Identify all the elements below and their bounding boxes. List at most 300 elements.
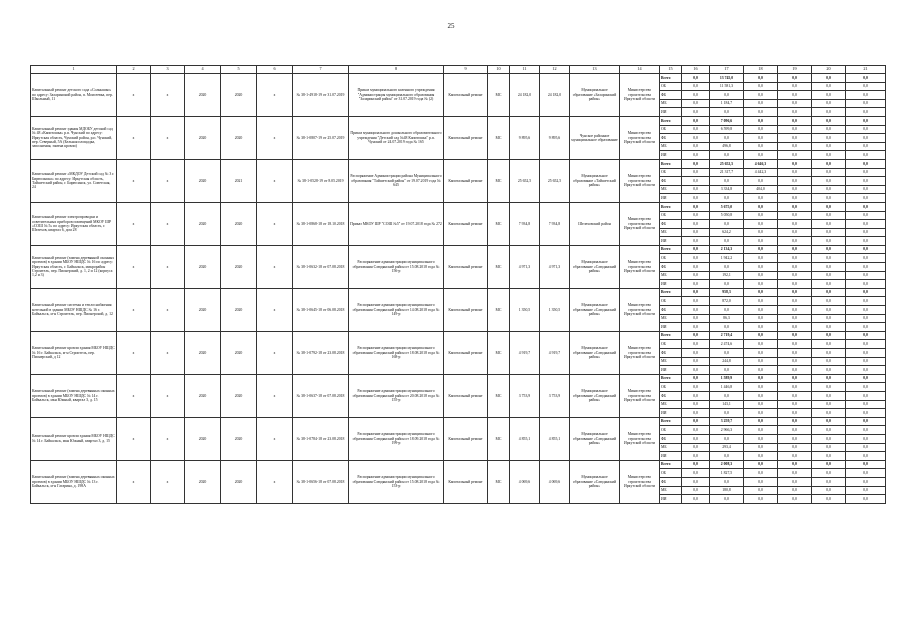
amount-cell: 0,0 — [846, 177, 886, 186]
amount-cell: 0,0 — [812, 151, 846, 160]
amount-cell: 0,0 — [812, 91, 846, 100]
amount-cell: 0,0 — [812, 185, 846, 194]
amount-cell: 0,0 — [682, 271, 710, 280]
amount-cell: 0,0 — [778, 391, 812, 400]
funding-source-cell: ИИ — [660, 366, 682, 375]
funding-source-cell: МБ — [660, 357, 682, 366]
amount-cell: 2 008,3 — [710, 460, 744, 469]
amount-cell: 0,0 — [812, 434, 846, 443]
amount-cell: 0,0 — [710, 409, 744, 418]
decision-doc-cell: Распоряжение администрации муниципального образования Слюдянский район от 18.08.2018 года № 168-р — [349, 331, 444, 374]
amount-cell: 0,0 — [846, 391, 886, 400]
amount-cell: 0,0 — [778, 228, 812, 237]
amount-cell: 0,0 — [744, 220, 778, 229]
amount-cell: 0,0 — [846, 383, 886, 392]
funding-source-cell: МБ — [660, 185, 682, 194]
amount-cell: 1 446,8 — [710, 383, 744, 392]
record-cell-c3: х — [151, 74, 185, 117]
expertise-cell: № 38-1-0637-18 от 07.08.2018 — [293, 374, 349, 417]
table-row — [31, 288, 886, 297]
amount-cell: 0,0 — [682, 443, 710, 452]
amount-cell: 0,0 — [846, 400, 886, 409]
record-cell-c3: х — [151, 288, 185, 331]
funding-source-cell: ФБ — [660, 177, 682, 186]
col-header: 9 — [444, 66, 488, 74]
amount-cell: 0,0 — [744, 194, 778, 203]
municipality-cell: Муниципальное образование «Слюдянский район» — [570, 331, 620, 374]
record-cell-c2: х — [117, 202, 151, 245]
amount-cell: 0,0 — [778, 366, 812, 375]
amount-cell: 0,0 — [682, 383, 710, 392]
work-type-cell: Капитальный ремонт — [444, 74, 488, 117]
table-row — [31, 417, 886, 426]
amount-cell: 0,0 — [744, 340, 778, 349]
amount-cell: 0,0 — [812, 366, 846, 375]
record-cell-c3: х — [151, 417, 185, 460]
amount-cell: 293,4 — [710, 443, 744, 452]
amount-cell: 0,0 — [846, 306, 886, 315]
amount-cell: 0,0 — [682, 374, 710, 383]
amount-cell: 7 096,6 — [710, 116, 744, 125]
record-cell-c2: х — [117, 417, 151, 460]
unit-cell: МС — [488, 245, 510, 288]
amount-cell: 0,0 — [744, 460, 778, 469]
funding-source-cell: Всего — [660, 460, 682, 469]
amount-cell: 0,0 — [710, 220, 744, 229]
record-cell-c2: х — [117, 159, 151, 202]
amount-cell: 0,0 — [778, 202, 812, 211]
record-cell-c4: 2020 — [185, 417, 221, 460]
amount-cell: 0,0 — [744, 417, 778, 426]
amount-cell: 25 652,5 — [710, 159, 744, 168]
col-header: 2 — [117, 66, 151, 74]
amount-cell: 0,0 — [744, 366, 778, 375]
ministry-cell: Министерство строительства Иркутской области — [620, 159, 660, 202]
remaining-cost-cell: 4 971,3 — [540, 245, 570, 288]
amount-cell: 0,0 — [846, 486, 886, 495]
amount-cell: 0,0 — [682, 288, 710, 297]
amount-cell: 0,0 — [744, 495, 778, 504]
amount-cell: 0,0 — [682, 486, 710, 495]
amount-cell: 0,0 — [682, 220, 710, 229]
amount-cell: 0,0 — [846, 237, 886, 246]
amount-cell: 0,0 — [812, 168, 846, 177]
unit-cell: МС — [488, 116, 510, 159]
decision-doc-cell: Приказ МКОУ ШР "СОШ №5" от 19.07.2018 года № 272 — [349, 202, 444, 245]
table-row — [31, 460, 886, 469]
decision-doc-cell: Распоряжение администрации муниципального образования Слюдянский район от 20.08.2018 года № 155-р — [349, 374, 444, 417]
amount-cell: 0,0 — [744, 142, 778, 151]
funding-source-cell: ИИ — [660, 194, 682, 203]
estimated-cost-cell: 4 069,6 — [510, 460, 540, 503]
amount-cell: 0,0 — [744, 323, 778, 332]
amount-cell: 3 259,7 — [710, 417, 744, 426]
col-header: 19 — [778, 66, 812, 74]
table-body — [31, 74, 886, 504]
amount-cell: 0,0 — [744, 426, 778, 435]
amount-cell: 0,0 — [778, 477, 812, 486]
amount-cell: 0,0 — [744, 280, 778, 289]
amount-cell: 0,0 — [778, 452, 812, 461]
record-cell-c5: 2021 — [221, 159, 257, 202]
funding-source-cell: Всего — [660, 116, 682, 125]
funding-source-cell: ФБ — [660, 306, 682, 315]
amount-cell: 0,0 — [744, 443, 778, 452]
amount-cell: 0,0 — [682, 495, 710, 504]
amount-cell: 0,0 — [846, 417, 886, 426]
unit-cell: МС — [488, 331, 510, 374]
amount-cell: 0,0 — [778, 288, 812, 297]
amount-cell: 0,0 — [812, 280, 846, 289]
object-name-cell: Капитальный ремонт (замена деревянной оконных проемов) в здании МБОУ НШДС № 16 по адресу: Иркутская область, г. Байкальск, микрорайон Строитель, пер. Пионерский, д. 1, 2 и 12 (корпуса 1,2 и 3) — [31, 245, 117, 288]
record-cell-c4: 2020 — [185, 202, 221, 245]
funding-source-cell: ФБ — [660, 134, 682, 143]
amount-cell: 0,0 — [710, 237, 744, 246]
col-header: 6 — [257, 66, 293, 74]
amount-cell: 0,0 — [682, 391, 710, 400]
amount-cell: 0,0 — [846, 116, 886, 125]
funding-source-cell: ФБ — [660, 91, 682, 100]
amount-cell: 0,0 — [812, 314, 846, 323]
funding-source-cell: МБ — [660, 228, 682, 237]
record-cell-c4: 2020 — [185, 288, 221, 331]
amount-cell: 0,0 — [812, 237, 846, 246]
amount-cell: 0,0 — [812, 331, 846, 340]
ministry-cell: Министерство строительства Иркутской области — [620, 202, 660, 245]
amount-cell: 0,0 — [744, 391, 778, 400]
work-type-cell: Капитальный ремонт — [444, 116, 488, 159]
amount-cell: 0,0 — [846, 228, 886, 237]
amount-cell: 0,0 — [682, 99, 710, 108]
amount-cell: 0,0 — [846, 495, 886, 504]
decision-doc-cell: Распоряжение администрации муниципального образования Слюдянский район от 15.08.2018 года № 156-р — [349, 245, 444, 288]
amount-cell: 0,0 — [744, 400, 778, 409]
amount-cell: 0,0 — [682, 460, 710, 469]
object-name-cell: Капитальный ремонт (замена деревянных оконных проемов) в здании МБОУ НШДС № 14 г. Байкальск, мкн Южный, квартал 3, д. 15 — [31, 374, 117, 417]
amount-cell: 0,0 — [682, 202, 710, 211]
amount-cell: 0,0 — [812, 263, 846, 272]
amount-cell: 0,0 — [778, 159, 812, 168]
amount-cell: 0,0 — [846, 443, 886, 452]
funding-source-cell: ФБ — [660, 349, 682, 358]
ministry-cell: Министерство строительства Иркутской области — [620, 288, 660, 331]
funding-source-cell: ФБ — [660, 220, 682, 229]
expertise-cell: № 38-1-4918-19 от 31.07.2019 — [293, 74, 349, 117]
ministry-cell: Министерство строительства Иркутской области — [620, 331, 660, 374]
amount-cell: 0,0 — [846, 349, 886, 358]
amount-cell: 0,0 — [778, 280, 812, 289]
amount-cell: 0,0 — [744, 383, 778, 392]
remaining-cost-cell: 25 652,5 — [540, 159, 570, 202]
record-cell-c2: х — [117, 460, 151, 503]
amount-cell: 4 646,3 — [744, 159, 778, 168]
amount-cell: 0,0 — [778, 142, 812, 151]
record-cell-c2: х — [117, 288, 151, 331]
work-type-cell: Капитальный ремонт — [444, 288, 488, 331]
amount-cell: 0,0 — [778, 177, 812, 186]
amount-cell: 0,0 — [812, 340, 846, 349]
col-header: 14 — [620, 66, 660, 74]
amount-cell: 0,0 — [778, 263, 812, 272]
amount-cell: 0,0 — [812, 323, 846, 332]
amount-cell: 86,3 — [710, 314, 744, 323]
amount-cell: 0,0 — [682, 116, 710, 125]
amount-cell: 0,0 — [778, 400, 812, 409]
record-cell-c5: 2020 — [221, 202, 257, 245]
amount-cell: 6 599,8 — [710, 125, 744, 134]
record-cell-c6: х — [257, 374, 293, 417]
record-cell-c4: 2020 — [185, 116, 221, 159]
funding-source-cell: ФБ — [660, 391, 682, 400]
amount-cell: 0,0 — [812, 254, 846, 263]
amount-cell: 0,0 — [846, 280, 886, 289]
record-cell-c6: х — [257, 116, 293, 159]
amount-cell: 0,0 — [846, 477, 886, 486]
table-row — [31, 331, 886, 340]
amount-cell: 0,0 — [744, 116, 778, 125]
amount-cell: 0,0 — [846, 134, 886, 143]
funding-source-cell: ФБ — [660, 434, 682, 443]
funding-source-cell: Всего — [660, 374, 682, 383]
table-row — [31, 116, 886, 125]
amount-cell: 0,0 — [846, 426, 886, 435]
amount-cell: 0,0 — [682, 314, 710, 323]
amount-cell: 0,0 — [812, 486, 846, 495]
amount-cell: 0,0 — [682, 263, 710, 272]
amount-cell: 2 134,3 — [710, 245, 744, 254]
funding-source-cell: МБ — [660, 400, 682, 409]
decision-doc-cell: Распоряжение администрации муниципального образования Слюдянский район от 14.08.2018 года № 149-р — [349, 288, 444, 331]
record-cell-c4: 2020 — [185, 159, 221, 202]
record-cell-c3: х — [151, 374, 185, 417]
unit-cell: МС — [488, 460, 510, 503]
decision-doc-cell: Приказ муниципального дошкольного образовательного учреждения "Детский сад №48 Капитошка" р.п. Чунский от 24.07.2019 года № 165 — [349, 116, 444, 159]
col-header: 11 — [510, 66, 540, 74]
amount-cell: 496,8 — [710, 142, 744, 151]
amount-cell: 0,0 — [682, 357, 710, 366]
amount-cell: 0,0 — [812, 108, 846, 117]
amount-cell: 0,0 — [778, 237, 812, 246]
funding-source-cell: ФБ — [660, 477, 682, 486]
amount-cell: 0,0 — [778, 99, 812, 108]
amount-cell: 0,0 — [812, 82, 846, 91]
record-cell-c4: 2020 — [185, 74, 221, 117]
amount-cell: 0,0 — [710, 349, 744, 358]
decision-doc-cell: Распоряжение администрации муниципального образования Слюдянский район от 15.08.2018 года № 153-р — [349, 460, 444, 503]
amount-cell: 21 317,7 — [710, 168, 744, 177]
amount-cell: 0,0 — [682, 366, 710, 375]
amount-cell: 0,0 — [846, 323, 886, 332]
amount-cell: 0,0 — [682, 254, 710, 263]
expertise-cell: № 38-1-0645-18 от 06.08.2018 — [293, 288, 349, 331]
amount-cell: 0,0 — [846, 271, 886, 280]
amount-cell: 192,1 — [710, 271, 744, 280]
col-header: 1 — [31, 66, 117, 74]
funding-source-cell: МБ — [660, 142, 682, 151]
amount-cell: 0,0 — [682, 151, 710, 160]
amount-cell: 0,0 — [812, 357, 846, 366]
remaining-cost-cell: 7 934,8 — [540, 202, 570, 245]
amount-cell: 0,0 — [778, 314, 812, 323]
unit-cell: МС — [488, 288, 510, 331]
col-header: 17 — [710, 66, 744, 74]
amount-cell: 180,8 — [710, 486, 744, 495]
expertise-cell: № 38-1-0792-18 от 23.08.2018 — [293, 331, 349, 374]
ministry-cell: Министерство строительства Иркутской области — [620, 460, 660, 503]
remaining-cost-cell: 3 753,9 — [540, 374, 570, 417]
amount-cell: 1 589,9 — [710, 374, 744, 383]
amount-cell: 0,0 — [846, 469, 886, 478]
amount-cell: 0,0 — [812, 417, 846, 426]
amount-cell: 0,0 — [846, 366, 886, 375]
amount-cell: 0,0 — [744, 409, 778, 418]
amount-cell: 0,0 — [846, 263, 886, 272]
amount-cell: 0,0 — [744, 297, 778, 306]
column-number-row — [31, 66, 886, 74]
amount-cell: 0,0 — [812, 460, 846, 469]
funding-source-cell: ИИ — [660, 151, 682, 160]
funding-source-cell: ОБ — [660, 254, 682, 263]
remaining-cost-cell: 24 182,0 — [540, 74, 570, 117]
amount-cell: 0,0 — [682, 434, 710, 443]
amount-cell: 0,0 — [744, 254, 778, 263]
funding-source-cell: ОБ — [660, 426, 682, 435]
funding-source-cell: ИИ — [660, 495, 682, 504]
col-header: 21 — [846, 66, 886, 74]
amount-cell: 0,0 — [812, 177, 846, 186]
amount-cell: 0,0 — [812, 211, 846, 220]
amount-cell: 3 334,8 — [710, 185, 744, 194]
amount-cell: 0,0 — [846, 331, 886, 340]
amount-cell: 0,0 — [682, 323, 710, 332]
amount-cell: 0,0 — [812, 142, 846, 151]
amount-cell: 0,0 — [744, 202, 778, 211]
amount-cell: 0,0 — [812, 134, 846, 143]
record-cell-c5: 2020 — [221, 288, 257, 331]
amount-cell: 0,0 — [846, 159, 886, 168]
amount-cell: 0,0 — [846, 434, 886, 443]
record-cell-c2: х — [117, 74, 151, 117]
amount-cell: 0,0 — [682, 477, 710, 486]
funding-source-cell: ИИ — [660, 323, 682, 332]
col-header: 16 — [682, 66, 710, 74]
amount-cell: 0,0 — [846, 202, 886, 211]
record-cell-c6: х — [257, 74, 293, 117]
unit-cell: МС — [488, 202, 510, 245]
amount-cell: 0,0 — [710, 177, 744, 186]
funding-source-cell: ИИ — [660, 108, 682, 117]
amount-cell: 0,0 — [846, 452, 886, 461]
estimated-cost-cell: 3 753,9 — [510, 374, 540, 417]
amount-cell: 0,0 — [744, 134, 778, 143]
amount-cell: 0,0 — [778, 254, 812, 263]
amount-cell: 0,0 — [778, 108, 812, 117]
work-type-cell: Капитальный ремонт — [444, 417, 488, 460]
ministry-cell: Министерство строительства Иркутской области — [620, 245, 660, 288]
work-type-cell: Капитальный ремонт — [444, 331, 488, 374]
decision-doc-cell: Распоряжение Администрации района Муниципального образования "Тайшетский район" от 19.07.2019 года № 645 — [349, 159, 444, 202]
amount-cell: 0,0 — [744, 82, 778, 91]
record-cell-c3: х — [151, 159, 185, 202]
amount-cell: 0,0 — [778, 194, 812, 203]
municipality-cell: Муниципальное образование «Слюдянский район» — [570, 460, 620, 503]
amount-cell: 0,0 — [744, 211, 778, 220]
amount-cell: 0,0 — [812, 469, 846, 478]
object-name-cell: Капитальный ремонт кровли здания МБОУ НШДС № 16 г. Байкальск, м-н Строитель, пер. Пионерский, д 12 — [31, 331, 117, 374]
amount-cell: 0,0 — [812, 99, 846, 108]
work-type-cell: Капитальный ремонт — [444, 159, 488, 202]
amount-cell: 2 474,6 — [710, 340, 744, 349]
amount-cell: 0,0 — [682, 306, 710, 315]
remaining-cost-cell: 4 855,1 — [540, 417, 570, 460]
object-name-cell: Капитальный ремонт системы и теплоснабжения котельной в здании МБОУ НШДС № 16 г. Байкальск, м-н Строитель, пер. Пионерский, д. 12 — [31, 288, 117, 331]
amount-cell: 0,0 — [778, 340, 812, 349]
col-header: 20 — [812, 66, 846, 74]
unit-cell: МС — [488, 374, 510, 417]
amount-cell: 0,0 — [812, 245, 846, 254]
amount-cell: 0,0 — [682, 237, 710, 246]
amount-cell: 0,0 — [778, 220, 812, 229]
estimated-cost-cell: 7 934,8 — [510, 202, 540, 245]
municipality-cell: Муниципальное образование «Слюдянский район» — [570, 288, 620, 331]
amount-cell: 0,0 — [710, 323, 744, 332]
col-header: 13 — [570, 66, 620, 74]
municipality-cell: Муниципальное образование «Слюдянский район» — [570, 245, 620, 288]
amount-cell: 0,0 — [744, 357, 778, 366]
funding-source-cell: МБ — [660, 99, 682, 108]
funding-source-cell: ИИ — [660, 409, 682, 418]
amount-cell: 0,0 — [812, 409, 846, 418]
table-row — [31, 159, 886, 168]
amount-cell: 0,0 — [682, 177, 710, 186]
col-header: 7 — [293, 66, 349, 74]
amount-cell: 0,0 — [778, 297, 812, 306]
amount-cell: 0,0 — [846, 288, 886, 297]
amount-cell: 0,0 — [778, 306, 812, 315]
col-header: 18 — [744, 66, 778, 74]
amount-cell: 0,0 — [778, 349, 812, 358]
amount-cell: 0,0 — [682, 349, 710, 358]
amount-cell: 0,0 — [846, 168, 886, 177]
amount-cell: 0,0 — [846, 254, 886, 263]
col-header: 12 — [540, 66, 570, 74]
estimated-cost-cell: 24 182,0 — [510, 74, 540, 117]
amount-cell: 0,0 — [744, 349, 778, 358]
funding-source-cell: ОБ — [660, 82, 682, 91]
amount-cell: 0,0 — [812, 391, 846, 400]
amount-cell: 0,0 — [846, 194, 886, 203]
amount-cell: 0,0 — [744, 288, 778, 297]
program-table — [30, 65, 886, 504]
amount-cell: 0,0 — [812, 400, 846, 409]
record-cell-c6: х — [257, 288, 293, 331]
amount-cell: 0,0 — [682, 159, 710, 168]
amount-cell: 13 745,0 — [710, 74, 744, 83]
amount-cell: 404,0 — [744, 185, 778, 194]
amount-cell: 0,0 — [812, 228, 846, 237]
amount-cell: 4 442,3 — [744, 168, 778, 177]
amount-cell: 0,0 — [744, 434, 778, 443]
amount-cell: 0,0 — [710, 263, 744, 272]
amount-cell: 0,0 — [682, 74, 710, 83]
amount-cell: 0,0 — [778, 151, 812, 160]
amount-cell: 0,0 — [846, 211, 886, 220]
record-cell-c2: х — [117, 116, 151, 159]
amount-cell: 11 581,3 — [710, 82, 744, 91]
table-row — [31, 245, 886, 254]
record-cell-c3: х — [151, 460, 185, 503]
amount-cell: 0,0 — [778, 443, 812, 452]
